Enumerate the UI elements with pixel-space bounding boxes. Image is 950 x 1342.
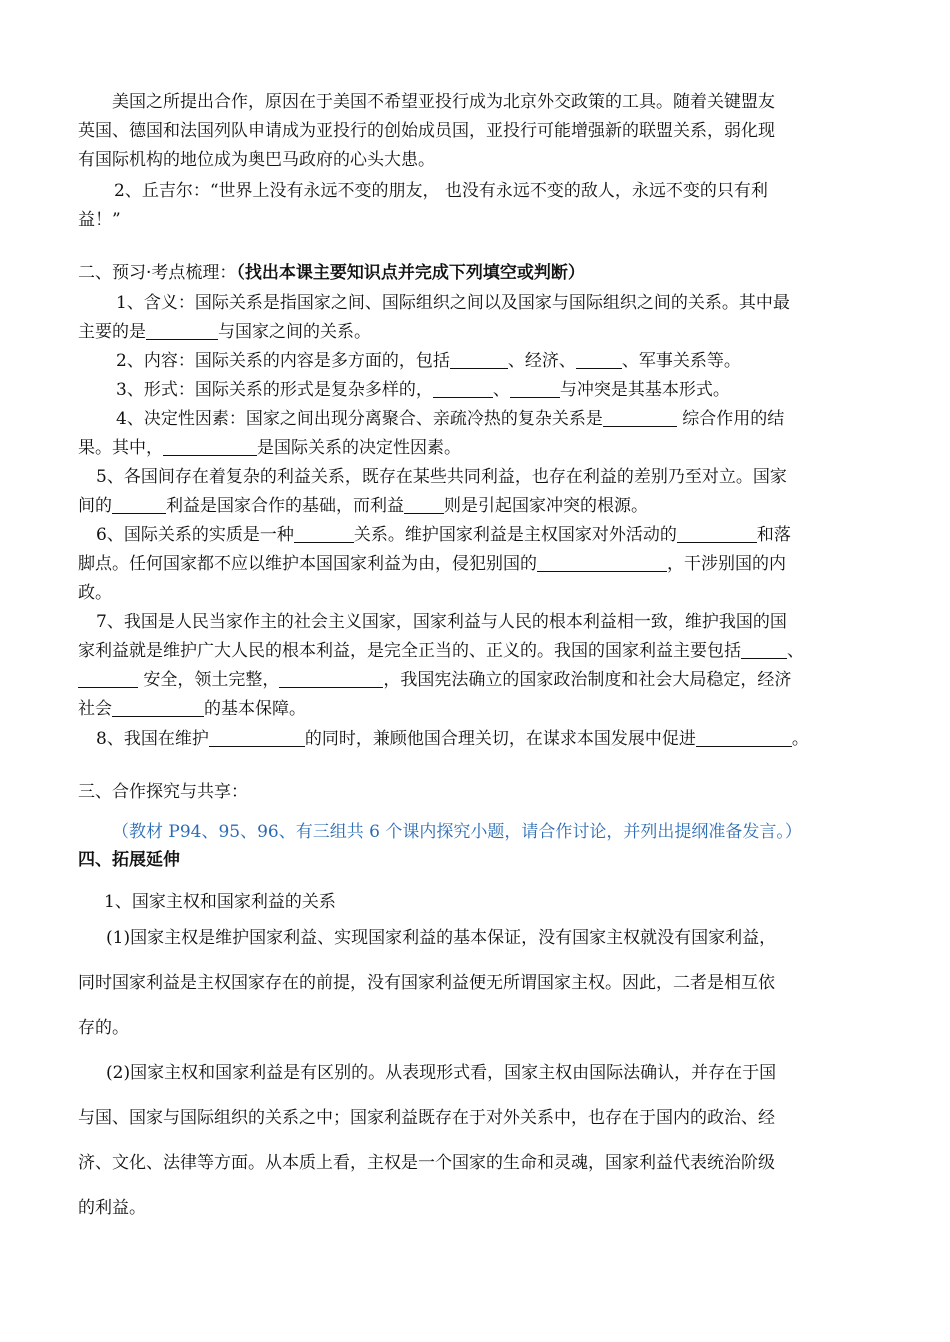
para-1-line-1: (1)国家主权是维护国家利益、实现国家利益的基本保证，没有国家主权就没有国家利益， — [106, 928, 777, 948]
q6-text-d: 脚点。任何国家都不应以维护本国国家利益为由，侵犯别国的 — [78, 554, 537, 574]
section-2-title: 二、预习·考点梳理： — [78, 263, 237, 283]
fill-blank-q7-3[interactable] — [279, 670, 383, 688]
fill-blank-q6-2[interactable] — [677, 525, 757, 543]
q7-text-e: 社会 — [78, 699, 112, 719]
q2-line — [116, 350, 741, 372]
q3-line — [116, 379, 730, 401]
fill-blank-q8-2[interactable] — [696, 729, 792, 747]
q4-text-c: 果。其中， — [78, 438, 163, 458]
q7-text-a: 家利益就是维护广大人民的根本利益，是完全正当的、正义的。我国的国家利益主要包括 — [78, 641, 741, 661]
q7-line-4 — [78, 698, 306, 720]
q1-line-2 — [78, 321, 371, 343]
intro-line-3: 有国际机构的地位成为奥巴马政府的心头大患。 — [78, 150, 435, 170]
fill-blank-q3-2[interactable] — [510, 380, 560, 398]
q8-text-a: 8、我国在维护 — [96, 729, 209, 749]
fill-blank-q2-2[interactable] — [576, 351, 622, 369]
fill-blank-q2-1[interactable] — [450, 351, 508, 369]
para-2-line-2: 与国、国家与国际组织的关系之中；国家利益既存在于对外关系中，也存在于国内的政治、经 — [78, 1108, 775, 1128]
q8-line — [96, 728, 809, 750]
q6-line-3: 政。 — [78, 583, 112, 603]
fill-blank-q4-1[interactable] — [603, 409, 677, 427]
q3-text-a: 3、形式：国际关系的形式是复杂多样的， — [116, 380, 433, 400]
q6-text-c: 和落 — [756, 525, 791, 545]
q2-text-b: 、经济、 — [507, 351, 576, 371]
fill-blank-q1[interactable] — [146, 322, 218, 340]
q7-text-f: 的基本保障。 — [204, 699, 306, 719]
q1-text-b: 与国家之间的关系。 — [218, 322, 371, 342]
para-1-line-2: 同时国家利益是主权国家存在的前提，没有国家利益便无所谓国家主权。因此，二者是相互依 — [78, 973, 775, 993]
q7-line-3 — [78, 669, 791, 691]
q4-line-1 — [116, 408, 784, 430]
section-2-instruction: （找出本课主要知识点并完成下列填空或判断） — [236, 263, 585, 283]
fill-blank-q8-1[interactable] — [209, 729, 305, 747]
q1-line-1: 1、含义：国际关系是指国家之间、国际组织之间以及国家与国际组织之间的关系。其中最 — [116, 293, 790, 313]
q6-text-b: 关系。维护国家利益是主权国家对外活动的 — [353, 525, 677, 545]
q5-line-2 — [78, 495, 648, 517]
q7-text-d: ，我国宪法确立的国家政治制度和社会大局稳定，经济 — [383, 670, 792, 690]
q2-text-a: 2、内容：国际关系的内容是多方面的，包括 — [116, 351, 450, 371]
para-2-line-3: 济、文化、法律等方面。从本质上看，主权是一个国家的生命和灵魂，国家利益代表统治阶级 — [78, 1153, 775, 1173]
churchill-quote-line-1: 2、丘吉尔：“世界上没有永远不变的朋友， 也没有永远不变的敌人，永远不变的只有利 — [114, 181, 768, 201]
section-4-title: 四、拓展延伸 — [78, 850, 180, 870]
intro-line-2: 英国、德国和法国列队申请成为亚投行的创始成员国，亚投行可能增强新的联盟关系，弱化现 — [78, 121, 775, 141]
q5-text-b: 利益是国家合作的基础，而利益 — [166, 496, 404, 516]
fill-blank-q6-1[interactable] — [294, 525, 354, 543]
q1-text-a: 主要的是 — [78, 322, 146, 342]
fill-blank-q5-1[interactable] — [112, 496, 166, 514]
q4-text-d: 是国际关系的决定性因素。 — [257, 438, 461, 458]
section-3-title: 三、合作探究与共享： — [78, 782, 248, 802]
q5-line-1: 5、各国间存在着复杂的利益关系，既存在某些共同利益，也存在利益的差别乃至对立。国家 — [96, 467, 787, 487]
q6-line-2 — [78, 553, 786, 575]
fill-blank-q4-2[interactable] — [163, 438, 257, 456]
section-4-subtitle: 1、国家主权和国家利益的关系 — [104, 892, 336, 912]
q3-text-b: 、 — [492, 380, 510, 400]
q7-text-c: 安全，领土完整， — [138, 670, 280, 690]
q5-text-a: 间的 — [78, 496, 112, 516]
q4-line-2 — [78, 437, 461, 459]
section-2-heading — [78, 262, 585, 284]
para-1-line-3: 存的。 — [78, 1018, 129, 1038]
section-3-note: （教材 P94、95、96、有三组共 6 个课内探究小题，请合作讨论，并列出提纲准备发言。） — [112, 822, 802, 842]
fill-blank-q3-1[interactable] — [433, 380, 493, 398]
q8-text-c: 。 — [791, 729, 809, 749]
fill-blank-q7-1[interactable] — [741, 641, 787, 659]
q7-line-1: 7、我国是人民当家作主的社会主义国家，国家利益与人民的根本利益相一致，维护我国的国 — [96, 612, 787, 632]
para-2-line-1: (2)国家主权和国家利益是有区别的。从表现形式看，国家主权由国际法确认，并存在于国 — [106, 1063, 777, 1083]
fill-blank-q7-4[interactable] — [112, 699, 204, 717]
q3-text-c: 与冲突是其基本形式。 — [559, 380, 730, 400]
q8-text-b: 的同时，兼顾他国合理关切，在谋求本国发展中促进 — [304, 729, 696, 749]
q6-line-1 — [96, 524, 791, 546]
q7-line-2 — [78, 640, 804, 662]
para-2-line-4: 的利益。 — [78, 1198, 146, 1218]
churchill-quote-line-2: 益！” — [78, 210, 121, 230]
q4-text-b: 综合作用的结 — [676, 409, 785, 429]
fill-blank-q5-2[interactable] — [404, 496, 444, 514]
q6-text-a: 6、国际关系的实质是一种 — [96, 525, 294, 545]
q7-text-b: 、 — [787, 641, 804, 661]
q4-text-a: 4、决定性因素：国家之间出现分离聚合、亲疏冷热的复杂关系是 — [116, 409, 603, 429]
intro-line-1: 美国之所提出合作，原因在于美国不希望亚投行成为北京外交政策的工具。随着关键盟友 — [112, 92, 775, 112]
fill-blank-q6-3[interactable] — [537, 554, 667, 572]
q2-text-c: 、军事关系等。 — [621, 351, 741, 371]
q6-text-e: ，干涉别国的内 — [667, 554, 786, 574]
q5-text-c: 则是引起国家冲突的根源。 — [444, 496, 648, 516]
fill-blank-q7-2[interactable] — [78, 670, 138, 688]
